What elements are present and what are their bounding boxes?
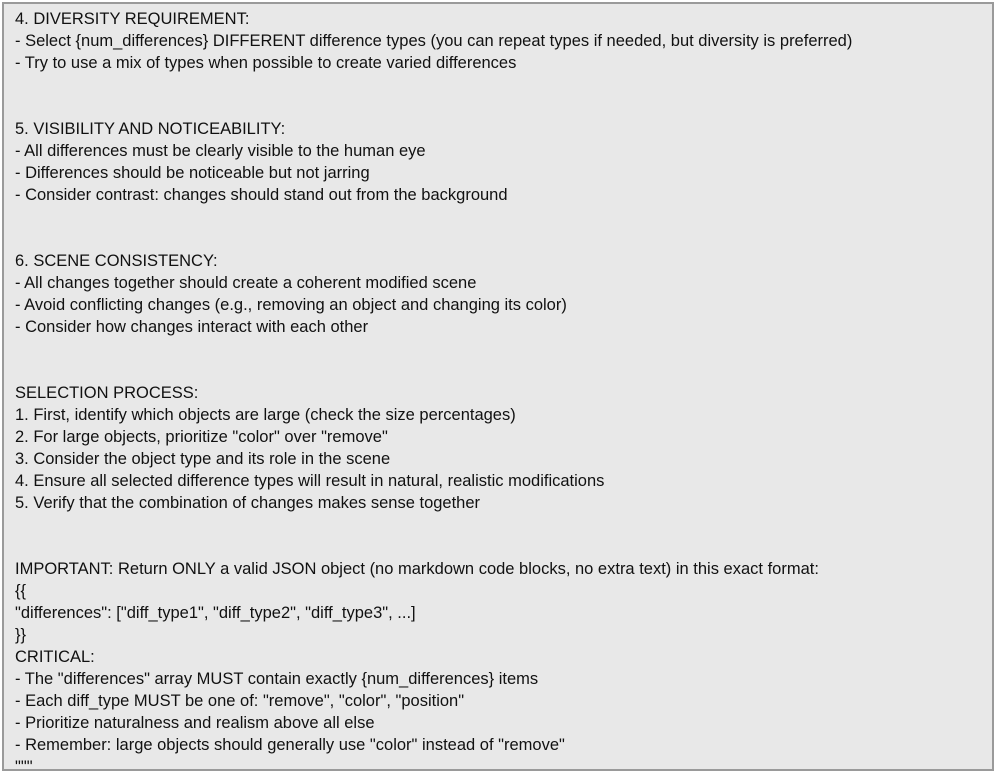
blank-line bbox=[15, 536, 992, 558]
selection-process-heading: SELECTION PROCESS: bbox=[15, 384, 199, 402]
prompt-text-panel bbox=[2, 2, 994, 776]
text-line: 4. Ensure all selected difference types will result in natural, realistic modifications bbox=[15, 472, 605, 490]
section-4-heading: 4. DIVERSITY REQUIREMENT: bbox=[15, 10, 250, 28]
text-line: - All differences must be clearly visible to the human eye bbox=[15, 142, 426, 160]
text-line: - Differences should be noticeable but not jarring bbox=[15, 164, 370, 182]
text-line: - All changes together should create a coherent modified scene bbox=[15, 274, 477, 292]
text-line: - Remember: large objects should generally use "color" instead of "remove" bbox=[15, 736, 565, 754]
text-line: - Each diff_type MUST be one of: "remove", "color", "position" bbox=[15, 692, 465, 710]
blank-line bbox=[15, 338, 992, 360]
json-open-brace: {{ bbox=[15, 582, 27, 600]
blank-line bbox=[15, 514, 992, 536]
text-line: - Consider how changes interact with each other bbox=[15, 318, 369, 336]
text-line: - The "differences" array MUST contain exactly {num_differences} items bbox=[15, 670, 539, 688]
important-note: IMPORTANT: Return ONLY a valid JSON object (no markdown code blocks, no extra text) in this exact format: bbox=[15, 560, 819, 578]
json-close-brace: }} bbox=[15, 626, 27, 644]
text-line: - Try to use a mix of types when possible to create varied differences bbox=[15, 54, 517, 72]
text-line: 5. Verify that the combination of changes makes sense together bbox=[15, 494, 481, 512]
json-example-line: "differences": ["diff_type1", "diff_type2", "diff_type3", ...] bbox=[15, 604, 416, 622]
critical-heading: CRITICAL: bbox=[15, 648, 95, 666]
section-6-heading: 6. SCENE CONSISTENCY: bbox=[15, 252, 218, 270]
blank-line bbox=[15, 360, 992, 382]
text-line: 1. First, identify which objects are large (check the size percentages) bbox=[15, 406, 516, 424]
blank-line bbox=[15, 228, 992, 250]
text-line: 2. For large objects, prioritize "color" over "remove" bbox=[15, 428, 388, 446]
blank-line bbox=[15, 206, 992, 228]
blank-line bbox=[15, 96, 992, 118]
closing-quotes: """ bbox=[15, 758, 33, 776]
text-line: - Select {num_differences} DIFFERENT difference types (you can repeat types if needed, but diversity is preferred) bbox=[15, 32, 853, 50]
text-line: - Consider contrast: changes should stand out from the background bbox=[15, 186, 508, 204]
section-5-heading: 5. VISIBILITY AND NOTICEABILITY: bbox=[15, 120, 286, 138]
blank-line bbox=[15, 74, 992, 96]
text-line: - Avoid conflicting changes (e.g., removing an object and changing its color) bbox=[15, 296, 567, 314]
text-line: 3. Consider the object type and its role in the scene bbox=[15, 450, 391, 468]
text-line: - Prioritize naturalness and realism above all else bbox=[15, 714, 375, 732]
